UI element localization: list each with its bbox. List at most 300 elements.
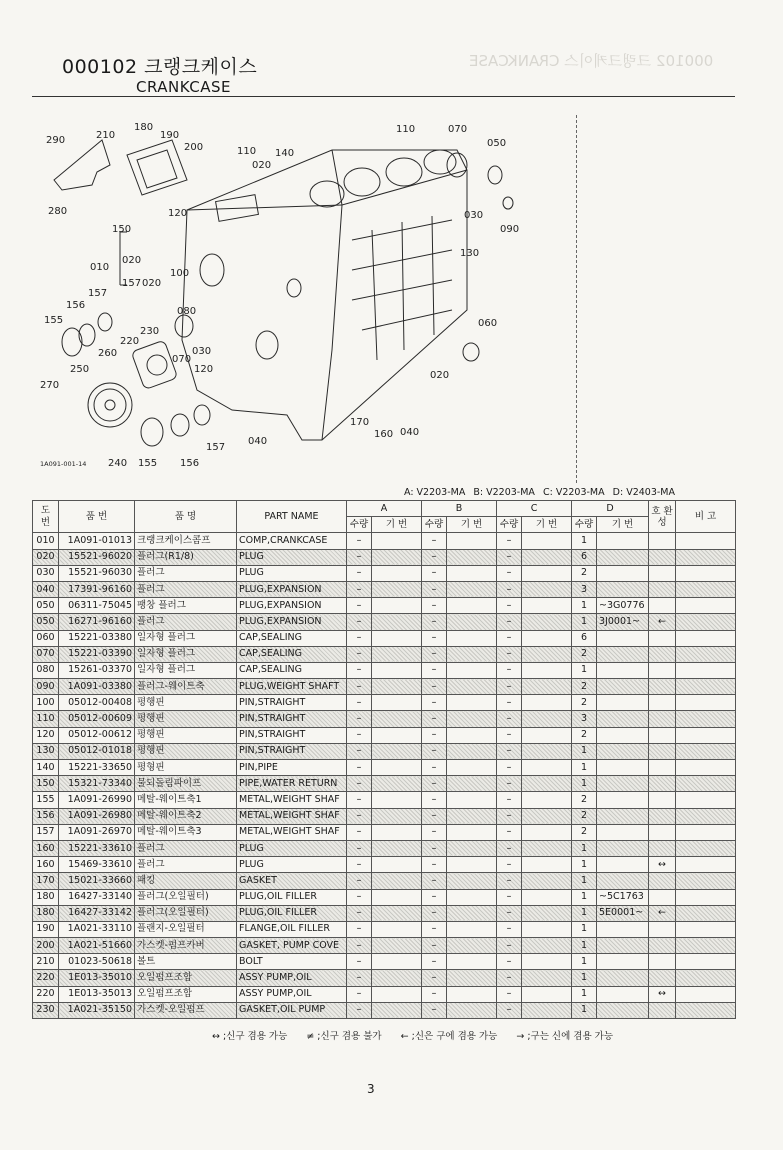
serial-b-cell bbox=[447, 711, 497, 727]
serial-c-cell bbox=[522, 873, 572, 889]
name-en-cell: METAL,WEIGHT SHAF bbox=[237, 792, 347, 808]
serial-d-cell bbox=[597, 662, 649, 678]
qty-d-cell: 1 bbox=[572, 889, 597, 905]
dashed-divider bbox=[576, 115, 577, 483]
svg-text:070: 070 bbox=[448, 124, 468, 135]
qty-d-cell: 1 bbox=[572, 921, 597, 937]
qty-d-cell: 2 bbox=[572, 695, 597, 711]
serial-d-cell: 5E0001~ bbox=[597, 905, 649, 921]
serial-b-cell bbox=[447, 857, 497, 873]
name-kr-cell: 크랭크케이스콤프 bbox=[135, 533, 237, 549]
svg-text:156: 156 bbox=[180, 458, 200, 469]
part-no-cell: 15521-96030 bbox=[59, 565, 135, 581]
qty-a-cell: – bbox=[347, 727, 372, 743]
serial-d-cell bbox=[597, 760, 649, 776]
model-d: D: V2403-MA bbox=[612, 487, 675, 498]
qty-d-cell: 6 bbox=[572, 630, 597, 646]
qty-b-cell: – bbox=[422, 743, 447, 759]
name-en-cell: ASSY PUMP,OIL bbox=[237, 970, 347, 986]
part-no-cell: 1A021-51660 bbox=[59, 938, 135, 954]
table-row bbox=[33, 970, 736, 986]
remarks-cell bbox=[676, 954, 736, 970]
table-row bbox=[33, 743, 736, 759]
qty-d-cell: 1 bbox=[572, 873, 597, 889]
header-part-no: 품 번 bbox=[59, 501, 135, 533]
remarks-cell bbox=[676, 695, 736, 711]
svg-text:160: 160 bbox=[374, 429, 394, 440]
header-qty-a: 수량 bbox=[347, 517, 372, 533]
qty-d-cell: 2 bbox=[572, 565, 597, 581]
serial-d-cell bbox=[597, 873, 649, 889]
remarks-cell bbox=[676, 905, 736, 921]
qty-c-cell: – bbox=[497, 921, 522, 937]
name-kr-cell: 플러그 bbox=[135, 565, 237, 581]
qty-d-cell: 2 bbox=[572, 727, 597, 743]
name-en-cell: PLUG,OIL FILLER bbox=[237, 889, 347, 905]
name-kr-cell: 팽창 플러그 bbox=[135, 598, 237, 614]
qty-b-cell: – bbox=[422, 581, 447, 597]
serial-d-cell: ~3G0776 bbox=[597, 598, 649, 614]
qty-c-cell: – bbox=[497, 743, 522, 759]
ref-cell: 220 bbox=[33, 970, 59, 986]
figure-id: 1A091-001-14 bbox=[40, 460, 87, 468]
qty-a-cell: – bbox=[347, 1002, 372, 1018]
remarks-cell bbox=[676, 565, 736, 581]
name-kr-cell: 평행핀 bbox=[135, 727, 237, 743]
name-en-cell: PIN,PIPE bbox=[237, 760, 347, 776]
serial-a-cell bbox=[372, 905, 422, 921]
serial-b-cell bbox=[447, 679, 497, 695]
name-en-cell: GASKET, PUMP COVE bbox=[237, 938, 347, 954]
serial-b-cell bbox=[447, 921, 497, 937]
serial-c-cell bbox=[522, 889, 572, 905]
qty-a-cell: – bbox=[347, 938, 372, 954]
ref-cell: 050 bbox=[33, 598, 59, 614]
serial-a-cell bbox=[372, 1002, 422, 1018]
ref-cell: 030 bbox=[33, 565, 59, 581]
qty-b-cell: – bbox=[422, 792, 447, 808]
serial-c-cell bbox=[522, 646, 572, 662]
svg-text:080: 080 bbox=[177, 306, 197, 317]
interchange-cell: ← bbox=[649, 614, 676, 630]
qty-d-cell: 1 bbox=[572, 743, 597, 759]
name-en-cell: PLUG bbox=[237, 857, 347, 873]
qty-b-cell: – bbox=[422, 598, 447, 614]
serial-a-cell bbox=[372, 808, 422, 824]
name-en-cell: GASKET,OIL PUMP bbox=[237, 1002, 347, 1018]
svg-text:156: 156 bbox=[66, 300, 86, 311]
ref-cell: 120 bbox=[33, 727, 59, 743]
name-kr-cell: 플랜지-오일필터 bbox=[135, 921, 237, 937]
name-kr-cell: 물되돌림파이프 bbox=[135, 776, 237, 792]
qty-a-cell: – bbox=[347, 679, 372, 695]
qty-d-cell: 1 bbox=[572, 857, 597, 873]
qty-b-cell: – bbox=[422, 986, 447, 1002]
serial-a-cell bbox=[372, 549, 422, 565]
qty-a-cell: – bbox=[347, 873, 372, 889]
svg-text:230: 230 bbox=[140, 326, 160, 337]
serial-c-cell bbox=[522, 565, 572, 581]
ref-cell: 170 bbox=[33, 873, 59, 889]
name-en-cell: PLUG bbox=[237, 565, 347, 581]
serial-a-cell bbox=[372, 743, 422, 759]
serial-a-cell bbox=[372, 614, 422, 630]
name-en-cell: PLUG bbox=[237, 840, 347, 856]
serial-a-cell bbox=[372, 986, 422, 1002]
qty-c-cell: – bbox=[497, 824, 522, 840]
name-kr-cell: 플러그 bbox=[135, 840, 237, 856]
crankcase-block-drawing bbox=[54, 140, 513, 446]
qty-d-cell: 1 bbox=[572, 662, 597, 678]
svg-text:010: 010 bbox=[90, 262, 110, 273]
ref-cell: 100 bbox=[33, 695, 59, 711]
table-row bbox=[33, 921, 736, 937]
ref-cell: 080 bbox=[33, 662, 59, 678]
page-subtitle: CRANKCASE bbox=[136, 78, 232, 96]
interchange-cell bbox=[649, 808, 676, 824]
ref-cell: 155 bbox=[33, 792, 59, 808]
serial-c-cell bbox=[522, 679, 572, 695]
remarks-cell bbox=[676, 840, 736, 856]
serial-d-cell bbox=[597, 840, 649, 856]
interchange-cell: ← bbox=[649, 905, 676, 921]
serial-b-cell bbox=[447, 549, 497, 565]
qty-d-cell: 2 bbox=[572, 792, 597, 808]
table-row bbox=[33, 646, 736, 662]
qty-b-cell: – bbox=[422, 808, 447, 824]
table-row bbox=[33, 711, 736, 727]
serial-c-cell bbox=[522, 760, 572, 776]
qty-d-cell: 1 bbox=[572, 614, 597, 630]
header-serial-b: 기 번 bbox=[447, 517, 497, 533]
serial-c-cell bbox=[522, 695, 572, 711]
title-divider bbox=[32, 96, 735, 97]
interchange-cell bbox=[649, 954, 676, 970]
name-en-cell: PIN,STRAIGHT bbox=[237, 743, 347, 759]
table-row bbox=[33, 630, 736, 646]
serial-b-cell bbox=[447, 792, 497, 808]
remarks-cell bbox=[676, 986, 736, 1002]
interchange-cell bbox=[649, 970, 676, 986]
legend-none: ≠ ;신구 겸용 불가 bbox=[306, 1031, 382, 1042]
model-legend bbox=[404, 487, 680, 498]
qty-a-cell: – bbox=[347, 889, 372, 905]
qty-b-cell: – bbox=[422, 1002, 447, 1018]
table-row bbox=[33, 986, 736, 1002]
legend-both: ↔ ;신구 겸용 가능 bbox=[212, 1031, 288, 1042]
ref-cell: 020 bbox=[33, 549, 59, 565]
part-no-cell: 1A021-33110 bbox=[59, 921, 135, 937]
interchange-cell bbox=[649, 533, 676, 549]
exploded-parts-diagram bbox=[32, 110, 577, 480]
svg-text:110: 110 bbox=[237, 146, 257, 157]
serial-d-cell bbox=[597, 986, 649, 1002]
svg-text:157: 157 bbox=[88, 288, 108, 299]
qty-b-cell: – bbox=[422, 921, 447, 937]
name-en-cell: CAP,SEALING bbox=[237, 630, 347, 646]
serial-c-cell bbox=[522, 954, 572, 970]
qty-a-cell: – bbox=[347, 711, 372, 727]
name-en-cell: CAP,SEALING bbox=[237, 646, 347, 662]
qty-b-cell: – bbox=[422, 614, 447, 630]
qty-a-cell: – bbox=[347, 760, 372, 776]
svg-text:260: 260 bbox=[98, 348, 118, 359]
table-row bbox=[33, 727, 736, 743]
qty-d-cell: 1 bbox=[572, 840, 597, 856]
serial-b-cell bbox=[447, 598, 497, 614]
serial-c-cell bbox=[522, 970, 572, 986]
interchange-cell bbox=[649, 921, 676, 937]
table-row bbox=[33, 533, 736, 549]
name-en-cell: CAP,SEALING bbox=[237, 662, 347, 678]
qty-d-cell: 1 bbox=[572, 970, 597, 986]
serial-d-cell bbox=[597, 679, 649, 695]
serial-a-cell bbox=[372, 760, 422, 776]
serial-b-cell bbox=[447, 614, 497, 630]
qty-a-cell: – bbox=[347, 598, 372, 614]
qty-b-cell: – bbox=[422, 938, 447, 954]
serial-d-cell bbox=[597, 646, 649, 662]
header-serial-d: 기 번 bbox=[597, 517, 649, 533]
qty-a-cell: – bbox=[347, 662, 372, 678]
serial-c-cell bbox=[522, 533, 572, 549]
serial-d-cell bbox=[597, 857, 649, 873]
svg-text:220: 220 bbox=[120, 336, 140, 347]
page-title: 000102 크랭크케이스 bbox=[62, 56, 258, 78]
qty-c-cell: – bbox=[497, 662, 522, 678]
serial-a-cell bbox=[372, 727, 422, 743]
serial-d-cell bbox=[597, 792, 649, 808]
remarks-cell bbox=[676, 533, 736, 549]
remarks-cell bbox=[676, 646, 736, 662]
svg-text:157: 157 bbox=[206, 442, 226, 453]
model-a: A: V2203-MA bbox=[404, 487, 466, 498]
serial-b-cell bbox=[447, 533, 497, 549]
svg-text:020: 020 bbox=[252, 160, 272, 171]
qty-c-cell: – bbox=[497, 776, 522, 792]
qty-b-cell: – bbox=[422, 646, 447, 662]
table-row bbox=[33, 905, 736, 921]
qty-c-cell: – bbox=[497, 938, 522, 954]
serial-d-cell bbox=[597, 938, 649, 954]
qty-d-cell: 2 bbox=[572, 824, 597, 840]
serial-c-cell bbox=[522, 921, 572, 937]
table-row bbox=[33, 1002, 736, 1018]
name-en-cell: COMP,CRANKCASE bbox=[237, 533, 347, 549]
qty-d-cell: 1 bbox=[572, 938, 597, 954]
serial-a-cell bbox=[372, 695, 422, 711]
serial-d-cell bbox=[597, 695, 649, 711]
name-en-cell: FLANGE,OIL FILLER bbox=[237, 921, 347, 937]
serial-d-cell: ~5C1763 bbox=[597, 889, 649, 905]
part-no-cell: 06311-75045 bbox=[59, 598, 135, 614]
interchange-cell bbox=[649, 565, 676, 581]
table-row bbox=[33, 889, 736, 905]
ref-cell: 160 bbox=[33, 857, 59, 873]
interchange-cell bbox=[649, 840, 676, 856]
qty-d-cell: 2 bbox=[572, 679, 597, 695]
ref-cell: 160 bbox=[33, 840, 59, 856]
name-en-cell: PLUG,EXPANSION bbox=[237, 598, 347, 614]
qty-a-cell: – bbox=[347, 857, 372, 873]
serial-a-cell bbox=[372, 533, 422, 549]
name-kr-cell: 평형핀 bbox=[135, 760, 237, 776]
interchange-cell bbox=[649, 598, 676, 614]
qty-a-cell: – bbox=[347, 986, 372, 1002]
qty-b-cell: – bbox=[422, 711, 447, 727]
part-no-cell: 01023-50618 bbox=[59, 954, 135, 970]
svg-text:060: 060 bbox=[478, 318, 498, 329]
qty-d-cell: 1 bbox=[572, 533, 597, 549]
qty-c-cell: – bbox=[497, 954, 522, 970]
qty-b-cell: – bbox=[422, 679, 447, 695]
serial-c-cell bbox=[522, 808, 572, 824]
serial-b-cell bbox=[447, 695, 497, 711]
svg-text:140: 140 bbox=[275, 148, 295, 159]
part-no-cell: 16427-33142 bbox=[59, 905, 135, 921]
serial-b-cell bbox=[447, 630, 497, 646]
qty-a-cell: – bbox=[347, 533, 372, 549]
header-col-c: C bbox=[497, 501, 572, 517]
remarks-cell bbox=[676, 938, 736, 954]
interchange-cell bbox=[649, 727, 676, 743]
part-no-cell: 1A091-01013 bbox=[59, 533, 135, 549]
svg-text:210: 210 bbox=[96, 130, 116, 141]
header-remarks: 비 고 bbox=[676, 501, 736, 533]
serial-a-cell bbox=[372, 970, 422, 986]
legend-old-to-new: → ;구는 신에 겸용 가능 bbox=[516, 1031, 613, 1042]
serial-d-cell bbox=[597, 533, 649, 549]
svg-text:020: 020 bbox=[430, 370, 450, 381]
qty-d-cell: 2 bbox=[572, 646, 597, 662]
qty-a-cell: – bbox=[347, 549, 372, 565]
qty-c-cell: – bbox=[497, 857, 522, 873]
serial-d-cell bbox=[597, 1002, 649, 1018]
part-no-cell: 1E013-35013 bbox=[59, 986, 135, 1002]
interchange-cell bbox=[649, 776, 676, 792]
name-en-cell: METAL,WEIGHT SHAF bbox=[237, 824, 347, 840]
svg-text:190: 190 bbox=[160, 130, 180, 141]
page-number: 3 bbox=[367, 1082, 375, 1096]
qty-a-cell: – bbox=[347, 840, 372, 856]
serial-b-cell bbox=[447, 808, 497, 824]
serial-a-cell bbox=[372, 954, 422, 970]
name-en-cell: BOLT bbox=[237, 954, 347, 970]
serial-a-cell bbox=[372, 679, 422, 695]
remarks-cell bbox=[676, 921, 736, 937]
name-en-cell: PIN,STRAIGHT bbox=[237, 711, 347, 727]
serial-a-cell bbox=[372, 662, 422, 678]
interchange-legend bbox=[212, 1028, 629, 1042]
ref-cell: 060 bbox=[33, 630, 59, 646]
table-row bbox=[33, 938, 736, 954]
serial-b-cell bbox=[447, 889, 497, 905]
interchange-cell: ↔ bbox=[649, 857, 676, 873]
svg-text:110: 110 bbox=[396, 124, 416, 135]
serial-a-cell bbox=[372, 630, 422, 646]
ref-cell: 110 bbox=[33, 711, 59, 727]
serial-d-cell bbox=[597, 727, 649, 743]
svg-text:020: 020 bbox=[122, 255, 142, 266]
part-no-cell: 05012-00609 bbox=[59, 711, 135, 727]
serial-b-cell bbox=[447, 986, 497, 1002]
qty-d-cell: 1 bbox=[572, 1002, 597, 1018]
qty-c-cell: – bbox=[497, 614, 522, 630]
table-row bbox=[33, 954, 736, 970]
part-no-cell: 15221-33650 bbox=[59, 760, 135, 776]
header-serial-a: 기 번 bbox=[372, 517, 422, 533]
qty-a-cell: – bbox=[347, 630, 372, 646]
svg-text:170: 170 bbox=[350, 417, 370, 428]
interchange-cell bbox=[649, 1002, 676, 1018]
qty-a-cell: – bbox=[347, 695, 372, 711]
serial-a-cell bbox=[372, 873, 422, 889]
qty-d-cell: 1 bbox=[572, 954, 597, 970]
qty-d-cell: 1 bbox=[572, 905, 597, 921]
name-en-cell: ASSY PUMP,OIL bbox=[237, 986, 347, 1002]
remarks-cell bbox=[676, 873, 736, 889]
interchange-cell bbox=[649, 581, 676, 597]
ref-cell: 156 bbox=[33, 808, 59, 824]
remarks-cell bbox=[676, 824, 736, 840]
qty-c-cell: – bbox=[497, 889, 522, 905]
ref-cell: 010 bbox=[33, 533, 59, 549]
serial-a-cell bbox=[372, 938, 422, 954]
serial-d-cell bbox=[597, 581, 649, 597]
interchange-cell bbox=[649, 792, 676, 808]
serial-d-cell bbox=[597, 808, 649, 824]
qty-b-cell: – bbox=[422, 565, 447, 581]
table-row bbox=[33, 873, 736, 889]
name-kr-cell: 오일펌프조합 bbox=[135, 970, 237, 986]
svg-text:150: 150 bbox=[112, 224, 132, 235]
name-en-cell: PIPE,WATER RETURN bbox=[237, 776, 347, 792]
remarks-cell bbox=[676, 630, 736, 646]
qty-b-cell: – bbox=[422, 549, 447, 565]
serial-c-cell bbox=[522, 840, 572, 856]
serial-d-cell bbox=[597, 549, 649, 565]
serial-a-cell bbox=[372, 598, 422, 614]
table-row bbox=[33, 776, 736, 792]
serial-b-cell bbox=[447, 662, 497, 678]
qty-c-cell: – bbox=[497, 840, 522, 856]
header-qty-b: 수량 bbox=[422, 517, 447, 533]
name-kr-cell: 평행핀 bbox=[135, 711, 237, 727]
part-no-cell: 1A091-26980 bbox=[59, 808, 135, 824]
serial-d-cell bbox=[597, 565, 649, 581]
part-no-cell: 1E013-35010 bbox=[59, 970, 135, 986]
qty-a-cell: – bbox=[347, 792, 372, 808]
ref-cell: 200 bbox=[33, 938, 59, 954]
qty-c-cell: – bbox=[497, 533, 522, 549]
serial-a-cell bbox=[372, 711, 422, 727]
name-kr-cell: 플러그(오일필터) bbox=[135, 889, 237, 905]
svg-text:270: 270 bbox=[40, 380, 60, 391]
svg-text:030: 030 bbox=[192, 346, 212, 357]
remarks-cell bbox=[676, 727, 736, 743]
svg-text:250: 250 bbox=[70, 364, 90, 375]
name-kr-cell: 볼트 bbox=[135, 954, 237, 970]
serial-d-cell bbox=[597, 711, 649, 727]
serial-a-cell bbox=[372, 921, 422, 937]
table-row bbox=[33, 581, 736, 597]
table-row bbox=[33, 614, 736, 630]
interchange-cell bbox=[649, 679, 676, 695]
serial-a-cell bbox=[372, 776, 422, 792]
interchange-cell bbox=[649, 938, 676, 954]
serial-d-cell bbox=[597, 970, 649, 986]
table-row bbox=[33, 857, 736, 873]
